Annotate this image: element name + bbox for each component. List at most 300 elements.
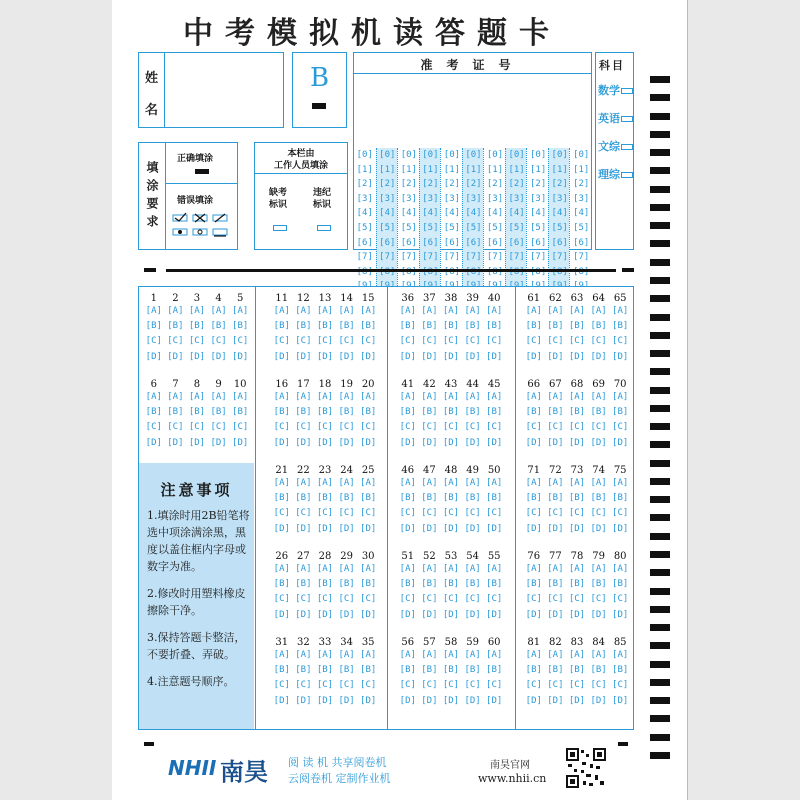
option-bubble-c[interactable]: [C] — [486, 680, 503, 691]
exam-digit-bubble[interactable]: [5] — [379, 223, 396, 233]
exam-digit-bubble[interactable]: [3] — [529, 193, 547, 204]
option-bubble-b[interactable]: [B] — [568, 579, 586, 590]
option-bubble-d[interactable]: [D] — [316, 609, 334, 620]
option-bubble-c[interactable]: [C] — [360, 422, 377, 433]
option-bubble-c[interactable]: [C] — [442, 680, 460, 691]
exam-digit-bubble[interactable]: [7] — [356, 252, 373, 263]
option-bubble-a[interactable]: [A] — [442, 306, 460, 316]
option-bubble-d[interactable]: [D] — [590, 523, 607, 534]
option-bubble-c[interactable]: [C] — [590, 594, 607, 605]
option-bubble-a[interactable]: [A] — [338, 392, 355, 402]
option-bubble-a[interactable]: [A] — [295, 478, 312, 488]
exam-digit-bubble[interactable]: [0] — [465, 150, 482, 160]
exam-digit-bubble[interactable]: [3] — [508, 193, 525, 204]
option-bubble-a[interactable]: [A] — [360, 392, 377, 402]
option-bubble-a[interactable]: [A] — [188, 306, 206, 316]
option-bubble-b[interactable]: [B] — [568, 321, 586, 332]
option-bubble-c[interactable]: [C] — [442, 508, 460, 519]
name-field[interactable] — [166, 53, 283, 127]
exam-digit-bubble[interactable]: [5] — [486, 223, 504, 233]
option-bubble-c[interactable]: [C] — [145, 336, 162, 347]
option-bubble-d[interactable]: [D] — [442, 609, 460, 620]
option-bubble-d[interactable]: [D] — [210, 351, 227, 362]
option-bubble-d[interactable]: [D] — [590, 437, 607, 448]
option-bubble-b[interactable]: [B] — [295, 493, 312, 504]
option-bubble-c[interactable]: [C] — [338, 594, 355, 605]
option-bubble-c[interactable]: [C] — [167, 336, 184, 347]
exam-digit-bubble[interactable]: [3] — [573, 193, 590, 204]
exam-digit-bubble[interactable]: [6] — [465, 237, 482, 248]
option-bubble-c[interactable]: [C] — [273, 422, 290, 433]
option-bubble-b[interactable]: [B] — [338, 321, 355, 332]
option-bubble-c[interactable]: [C] — [338, 680, 355, 691]
option-bubble-b[interactable]: [B] — [442, 407, 460, 418]
option-bubble-b[interactable]: [B] — [210, 407, 227, 418]
exam-digit-bubble[interactable]: [7] — [443, 252, 461, 263]
exam-digit-bubble[interactable] — [398, 265, 420, 280]
exam-digit-bubble[interactable]: [1] — [379, 164, 396, 175]
exam-digit-bubble[interactable]: [2] — [551, 179, 568, 190]
option-bubble-c[interactable]: [C] — [295, 422, 312, 433]
exam-digit-bubble[interactable]: [7] — [422, 252, 439, 263]
exam-digit-bubble[interactable]: [5] — [443, 223, 461, 233]
option-bubble-a[interactable]: [A] — [360, 564, 377, 574]
exam-digit-bubble[interactable]: [5] — [573, 223, 590, 233]
option-bubble-c[interactable]: [C] — [612, 422, 629, 433]
option-bubble-c[interactable]: [C] — [486, 422, 503, 433]
option-bubble-b[interactable]: [B] — [360, 493, 377, 504]
option-bubble-d[interactable]: [D] — [338, 695, 355, 706]
option-bubble-d[interactable]: [D] — [442, 523, 460, 534]
option-bubble-b[interactable]: [B] — [360, 321, 377, 332]
option-bubble-b[interactable]: [B] — [590, 493, 607, 504]
option-bubble-d[interactable]: [D] — [547, 609, 564, 620]
option-bubble-c[interactable]: [C] — [338, 336, 355, 347]
option-bubble-d[interactable]: [D] — [486, 523, 503, 534]
option-bubble-c[interactable]: [C] — [145, 422, 162, 433]
option-bubble-c[interactable]: [C] — [360, 594, 377, 605]
option-bubble-a[interactable]: [A] — [464, 478, 481, 488]
option-bubble-b[interactable]: [B] — [442, 493, 460, 504]
option-bubble-c[interactable]: [C] — [525, 422, 542, 433]
option-bubble-b[interactable]: [B] — [167, 407, 184, 418]
option-bubble-c[interactable]: [C] — [464, 680, 481, 691]
option-bubble-d[interactable]: [D] — [338, 437, 355, 448]
option-bubble-d[interactable]: [D] — [525, 609, 542, 620]
option-bubble-a[interactable]: [A] — [421, 650, 438, 660]
option-bubble-d[interactable]: [D] — [338, 351, 355, 362]
option-bubble-c[interactable]: [C] — [568, 508, 586, 519]
exam-digit-bubble[interactable]: [1] — [573, 164, 590, 175]
option-bubble-b[interactable]: [B] — [338, 665, 355, 676]
option-bubble-a[interactable]: [A] — [612, 306, 629, 316]
option-bubble-a[interactable]: [A] — [486, 564, 503, 574]
option-bubble-b[interactable]: [B] — [525, 579, 542, 590]
option-bubble-c[interactable]: [C] — [316, 336, 334, 347]
option-bubble-d[interactable]: [D] — [547, 523, 564, 534]
option-bubble-a[interactable]: [A] — [421, 306, 438, 316]
option-bubble-a[interactable]: [A] — [295, 650, 312, 660]
option-bubble-b[interactable]: [B] — [486, 579, 503, 590]
option-bubble-b[interactable]: [B] — [612, 665, 629, 676]
option-bubble-b[interactable]: [B] — [421, 321, 438, 332]
option-bubble-d[interactable]: [D] — [316, 523, 334, 534]
footer-site-url[interactable]: www.nhii.cn — [478, 772, 547, 785]
option-bubble-c[interactable]: [C] — [547, 336, 564, 347]
exam-digit-bubble[interactable]: [6] — [379, 237, 396, 248]
violate-bubble[interactable] — [317, 225, 331, 231]
option-bubble-b[interactable]: [B] — [399, 407, 416, 418]
option-bubble-d[interactable]: [D] — [612, 609, 629, 620]
option-bubble-d[interactable]: [D] — [295, 437, 312, 448]
exam-digit-bubble[interactable]: [1] — [465, 164, 482, 175]
option-bubble-c[interactable]: [C] — [464, 336, 481, 347]
option-bubble-c[interactable]: [C] — [421, 508, 438, 519]
exam-digit-bubble[interactable]: [5] — [400, 223, 417, 233]
option-bubble-d[interactable]: [D] — [316, 695, 334, 706]
exam-digit-bubble[interactable]: [2] — [443, 179, 461, 190]
option-bubble-d[interactable]: [D] — [273, 437, 290, 448]
option-bubble-b[interactable]: [B] — [525, 493, 542, 504]
option-bubble-b[interactable]: [B] — [145, 407, 162, 418]
option-bubble-c[interactable]: [C] — [590, 508, 607, 519]
exam-digit-bubble[interactable]: [5] — [508, 223, 525, 233]
option-bubble-b[interactable]: [B] — [612, 407, 629, 418]
option-bubble-a[interactable]: [A] — [145, 306, 162, 316]
exam-digit-bubble[interactable]: [6] — [529, 237, 547, 248]
exam-digit-bubble[interactable]: [2] — [486, 179, 504, 190]
exam-digit-bubble[interactable]: [6] — [508, 237, 525, 248]
option-bubble-c[interactable]: [C] — [590, 422, 607, 433]
exam-digit-bubble[interactable]: [5] — [422, 223, 439, 233]
option-bubble-b[interactable]: [B] — [442, 321, 460, 332]
option-bubble-b[interactable]: [B] — [568, 407, 586, 418]
subject-bubble[interactable] — [621, 116, 633, 122]
option-bubble-d[interactable]: [D] — [612, 351, 629, 362]
exam-digit-bubble[interactable]: [6] — [486, 237, 504, 248]
option-bubble-d[interactable]: [D] — [399, 351, 416, 362]
option-bubble-d[interactable]: [D] — [612, 695, 629, 706]
option-bubble-d[interactable]: [D] — [316, 437, 334, 448]
exam-number-write-row[interactable] — [354, 74, 591, 148]
option-bubble-b[interactable]: [B] — [421, 493, 438, 504]
option-bubble-a[interactable]: [A] — [399, 306, 416, 316]
option-bubble-b[interactable]: [B] — [590, 665, 607, 676]
option-bubble-b[interactable]: [B] — [273, 579, 290, 590]
exam-digit-bubble[interactable]: [0] — [400, 150, 417, 160]
option-bubble-d[interactable]: [D] — [360, 609, 377, 620]
option-bubble-a[interactable]: [A] — [210, 306, 227, 316]
option-bubble-d[interactable]: [D] — [547, 695, 564, 706]
option-bubble-c[interactable]: [C] — [612, 680, 629, 691]
option-bubble-c[interactable]: [C] — [295, 508, 312, 519]
option-bubble-b[interactable]: [B] — [273, 321, 290, 332]
option-bubble-b[interactable]: [B] — [188, 407, 206, 418]
option-bubble-b[interactable]: [B] — [295, 321, 312, 332]
exam-digit-bubble[interactable]: [3] — [422, 193, 439, 204]
exam-digit-bubble[interactable]: [4] — [573, 208, 590, 219]
option-bubble-a[interactable]: [A] — [612, 478, 629, 488]
option-bubble-b[interactable]: [B] — [232, 407, 249, 418]
exam-digit-bubble[interactable]: [0] — [443, 150, 461, 160]
exam-digit-bubble[interactable]: [2] — [529, 179, 547, 190]
option-bubble-a[interactable]: [A] — [421, 564, 438, 574]
option-bubble-a[interactable]: [A] — [273, 392, 290, 402]
option-bubble-a[interactable]: [A] — [273, 478, 290, 488]
option-bubble-d[interactable]: [D] — [188, 437, 206, 448]
option-bubble-d[interactable]: [D] — [145, 351, 162, 362]
option-bubble-a[interactable]: [A] — [464, 392, 481, 402]
option-bubble-a[interactable]: [A] — [442, 650, 460, 660]
option-bubble-b[interactable]: [B] — [590, 407, 607, 418]
option-bubble-c[interactable]: [C] — [316, 594, 334, 605]
option-bubble-a[interactable]: [A] — [547, 392, 564, 402]
option-bubble-c[interactable]: [C] — [360, 680, 377, 691]
option-bubble-b[interactable]: [B] — [464, 493, 481, 504]
option-bubble-a[interactable]: [A] — [338, 564, 355, 574]
exam-digit-bubble[interactable] — [441, 265, 463, 280]
option-bubble-a[interactable]: [A] — [547, 650, 564, 660]
exam-digit-bubble[interactable]: [2] — [400, 179, 417, 190]
option-bubble-b[interactable]: [B] — [232, 321, 249, 332]
option-bubble-d[interactable]: [D] — [568, 609, 586, 620]
exam-digit-bubble[interactable] — [377, 265, 399, 280]
option-bubble-c[interactable]: [C] — [547, 508, 564, 519]
exam-digit-bubble[interactable] — [463, 265, 485, 280]
option-bubble-d[interactable]: [D] — [295, 523, 312, 534]
option-bubble-c[interactable]: [C] — [590, 680, 607, 691]
exam-digit-bubble[interactable]: [5] — [551, 223, 568, 233]
option-bubble-b[interactable]: [B] — [442, 579, 460, 590]
option-bubble-d[interactable]: [D] — [338, 609, 355, 620]
option-bubble-d[interactable]: [D] — [421, 523, 438, 534]
exam-digit-bubble[interactable]: [4] — [465, 208, 482, 219]
option-bubble-a[interactable]: [A] — [295, 392, 312, 402]
option-bubble-d[interactable]: [D] — [612, 437, 629, 448]
option-bubble-a[interactable]: [A] — [360, 306, 377, 316]
option-bubble-a[interactable]: [A] — [338, 306, 355, 316]
option-bubble-c[interactable]: [C] — [167, 422, 184, 433]
option-bubble-b[interactable]: [B] — [547, 665, 564, 676]
exam-digit-bubble[interactable]: [7] — [465, 252, 482, 263]
exam-digit-bubble[interactable] — [484, 265, 506, 280]
exam-digit-bubble[interactable]: [0] — [508, 150, 525, 160]
option-bubble-d[interactable]: [D] — [399, 437, 416, 448]
option-bubble-b[interactable]: [B] — [525, 321, 542, 332]
option-bubble-a[interactable]: [A] — [316, 478, 334, 488]
option-bubble-d[interactable]: [D] — [421, 695, 438, 706]
exam-digit-bubble[interactable]: [5] — [529, 223, 547, 233]
option-bubble-a[interactable]: [A] — [525, 306, 542, 316]
exam-digit-bubble[interactable] — [420, 265, 442, 280]
option-bubble-b[interactable]: [B] — [547, 579, 564, 590]
exam-digit-bubble[interactable] — [354, 265, 376, 280]
option-bubble-c[interactable]: [C] — [421, 336, 438, 347]
subject-item[interactable] — [598, 83, 633, 97]
exam-digit-bubble[interactable]: [2] — [465, 179, 482, 190]
subject-item[interactable] — [598, 139, 633, 153]
option-bubble-b[interactable]: [B] — [360, 665, 377, 676]
option-bubble-d[interactable]: [D] — [232, 351, 249, 362]
exam-digit-bubble[interactable] — [570, 265, 592, 280]
option-bubble-a[interactable]: [A] — [145, 392, 162, 402]
option-bubble-a[interactable]: [A] — [464, 650, 481, 660]
option-bubble-b[interactable]: [B] — [316, 321, 334, 332]
option-bubble-b[interactable]: [B] — [612, 579, 629, 590]
option-bubble-d[interactable]: [D] — [464, 523, 481, 534]
option-bubble-d[interactable]: [D] — [273, 351, 290, 362]
option-bubble-b[interactable]: [B] — [399, 493, 416, 504]
exam-digit-bubble[interactable]: [1] — [422, 164, 439, 175]
subject-bubble[interactable] — [621, 88, 633, 94]
option-bubble-d[interactable]: [D] — [486, 351, 503, 362]
option-bubble-a[interactable]: [A] — [167, 306, 184, 316]
option-bubble-a[interactable]: [A] — [486, 478, 503, 488]
option-bubble-c[interactable]: [C] — [464, 422, 481, 433]
exam-digit-bubble[interactable]: [4] — [400, 208, 417, 219]
exam-digit-bubble[interactable]: [1] — [443, 164, 461, 175]
option-bubble-d[interactable]: [D] — [464, 351, 481, 362]
option-bubble-d[interactable]: [D] — [399, 609, 416, 620]
option-bubble-c[interactable]: [C] — [464, 594, 481, 605]
option-bubble-a[interactable]: [A] — [316, 306, 334, 316]
option-bubble-d[interactable]: [D] — [547, 437, 564, 448]
option-bubble-a[interactable]: [A] — [525, 564, 542, 574]
option-bubble-a[interactable]: [A] — [525, 650, 542, 660]
option-bubble-a[interactable]: [A] — [442, 392, 460, 402]
option-bubble-c[interactable]: [C] — [316, 508, 334, 519]
option-bubble-c[interactable]: [C] — [486, 336, 503, 347]
option-bubble-c[interactable]: [C] — [399, 680, 416, 691]
option-bubble-c[interactable]: [C] — [442, 336, 460, 347]
option-bubble-d[interactable]: [D] — [421, 609, 438, 620]
option-bubble-d[interactable]: [D] — [464, 695, 481, 706]
option-bubble-c[interactable]: [C] — [399, 422, 416, 433]
option-bubble-a[interactable]: [A] — [568, 392, 586, 402]
exam-digit-bubble[interactable]: [2] — [508, 179, 525, 190]
option-bubble-a[interactable]: [A] — [273, 564, 290, 574]
option-bubble-d[interactable]: [D] — [486, 609, 503, 620]
option-bubble-b[interactable]: [B] — [316, 493, 334, 504]
exam-digit-bubble[interactable]: [3] — [400, 193, 417, 204]
option-bubble-d[interactable]: [D] — [295, 351, 312, 362]
option-bubble-a[interactable]: [A] — [525, 478, 542, 488]
option-bubble-a[interactable]: [A] — [338, 650, 355, 660]
exam-digit-bubble[interactable] — [549, 265, 571, 280]
option-bubble-c[interactable]: [C] — [464, 508, 481, 519]
option-bubble-b[interactable]: [B] — [525, 407, 542, 418]
option-bubble-c[interactable]: [C] — [525, 508, 542, 519]
option-bubble-b[interactable]: [B] — [399, 321, 416, 332]
exam-digit-bubble[interactable] — [506, 265, 528, 280]
option-bubble-a[interactable]: [A] — [568, 478, 586, 488]
option-bubble-a[interactable]: [A] — [399, 392, 416, 402]
option-bubble-b[interactable]: [B] — [338, 407, 355, 418]
option-bubble-c[interactable]: [C] — [399, 594, 416, 605]
option-bubble-d[interactable]: [D] — [442, 437, 460, 448]
option-bubble-d[interactable]: [D] — [590, 609, 607, 620]
option-bubble-b[interactable]: [B] — [421, 407, 438, 418]
exam-digit-bubble[interactable] — [527, 265, 549, 280]
option-bubble-c[interactable]: [C] — [486, 508, 503, 519]
option-bubble-a[interactable]: [A] — [590, 650, 607, 660]
option-bubble-d[interactable]: [D] — [568, 695, 586, 706]
option-bubble-a[interactable]: [A] — [295, 564, 312, 574]
option-bubble-a[interactable]: [A] — [421, 392, 438, 402]
option-bubble-c[interactable]: [C] — [273, 680, 290, 691]
option-bubble-b[interactable]: [B] — [360, 407, 377, 418]
option-bubble-a[interactable]: [A] — [590, 392, 607, 402]
subject-bubble[interactable] — [621, 144, 633, 150]
exam-digit-bubble[interactable]: [1] — [400, 164, 417, 175]
option-bubble-b[interactable]: [B] — [295, 407, 312, 418]
option-bubble-b[interactable]: [B] — [612, 321, 629, 332]
option-bubble-c[interactable]: [C] — [210, 422, 227, 433]
option-bubble-a[interactable]: [A] — [568, 650, 586, 660]
option-bubble-b[interactable]: [B] — [612, 493, 629, 504]
option-bubble-a[interactable]: [A] — [232, 392, 249, 402]
option-bubble-b[interactable]: [B] — [486, 407, 503, 418]
option-bubble-b[interactable]: [B] — [525, 665, 542, 676]
option-bubble-a[interactable]: [A] — [464, 564, 481, 574]
exam-digit-bubble[interactable]: [7] — [379, 252, 396, 263]
option-bubble-b[interactable]: [B] — [399, 579, 416, 590]
option-bubble-c[interactable]: [C] — [568, 422, 586, 433]
option-bubble-b[interactable]: [B] — [464, 579, 481, 590]
option-bubble-d[interactable]: [D] — [442, 351, 460, 362]
option-bubble-b[interactable]: [B] — [421, 665, 438, 676]
option-bubble-c[interactable]: [C] — [525, 594, 542, 605]
option-bubble-d[interactable]: [D] — [486, 695, 503, 706]
exam-digit-bubble[interactable]: [3] — [551, 193, 568, 204]
option-bubble-a[interactable]: [A] — [295, 306, 312, 316]
option-bubble-d[interactable]: [D] — [547, 351, 564, 362]
exam-digit-bubble[interactable]: [0] — [379, 150, 396, 160]
option-bubble-a[interactable]: [A] — [525, 392, 542, 402]
exam-digit-bubble[interactable]: [4] — [551, 208, 568, 219]
option-bubble-b[interactable]: [B] — [547, 407, 564, 418]
option-bubble-d[interactable]: [D] — [399, 695, 416, 706]
option-bubble-c[interactable]: [C] — [232, 336, 249, 347]
option-bubble-c[interactable]: [C] — [273, 336, 290, 347]
option-bubble-d[interactable]: [D] — [525, 695, 542, 706]
option-bubble-a[interactable]: [A] — [590, 306, 607, 316]
option-bubble-a[interactable]: [A] — [442, 564, 460, 574]
option-bubble-a[interactable]: [A] — [547, 564, 564, 574]
option-bubble-a[interactable]: [A] — [442, 478, 460, 488]
option-bubble-b[interactable]: [B] — [210, 321, 227, 332]
option-bubble-a[interactable]: [A] — [547, 306, 564, 316]
option-bubble-b[interactable]: [B] — [316, 407, 334, 418]
exam-digit-bubble[interactable]: [2] — [356, 179, 373, 190]
option-bubble-b[interactable]: [B] — [295, 579, 312, 590]
option-bubble-a[interactable]: [A] — [486, 650, 503, 660]
option-bubble-b[interactable]: [B] — [273, 407, 290, 418]
option-bubble-b[interactable]: [B] — [188, 321, 206, 332]
option-bubble-b[interactable]: [B] — [547, 493, 564, 504]
exam-digit-bubble[interactable]: [4] — [379, 208, 396, 219]
option-bubble-b[interactable]: [B] — [568, 665, 586, 676]
option-bubble-a[interactable]: [A] — [316, 564, 334, 574]
option-bubble-a[interactable]: [A] — [547, 478, 564, 488]
exam-digit-bubble[interactable]: [3] — [379, 193, 396, 204]
exam-digit-bubble[interactable]: [2] — [422, 179, 439, 190]
exam-digit-bubble[interactable]: [0] — [573, 150, 590, 160]
option-bubble-d[interactable]: [D] — [568, 523, 586, 534]
option-bubble-c[interactable]: [C] — [360, 508, 377, 519]
exam-digit-bubble[interactable]: [4] — [356, 208, 373, 219]
exam-digit-bubble[interactable]: [2] — [379, 179, 396, 190]
